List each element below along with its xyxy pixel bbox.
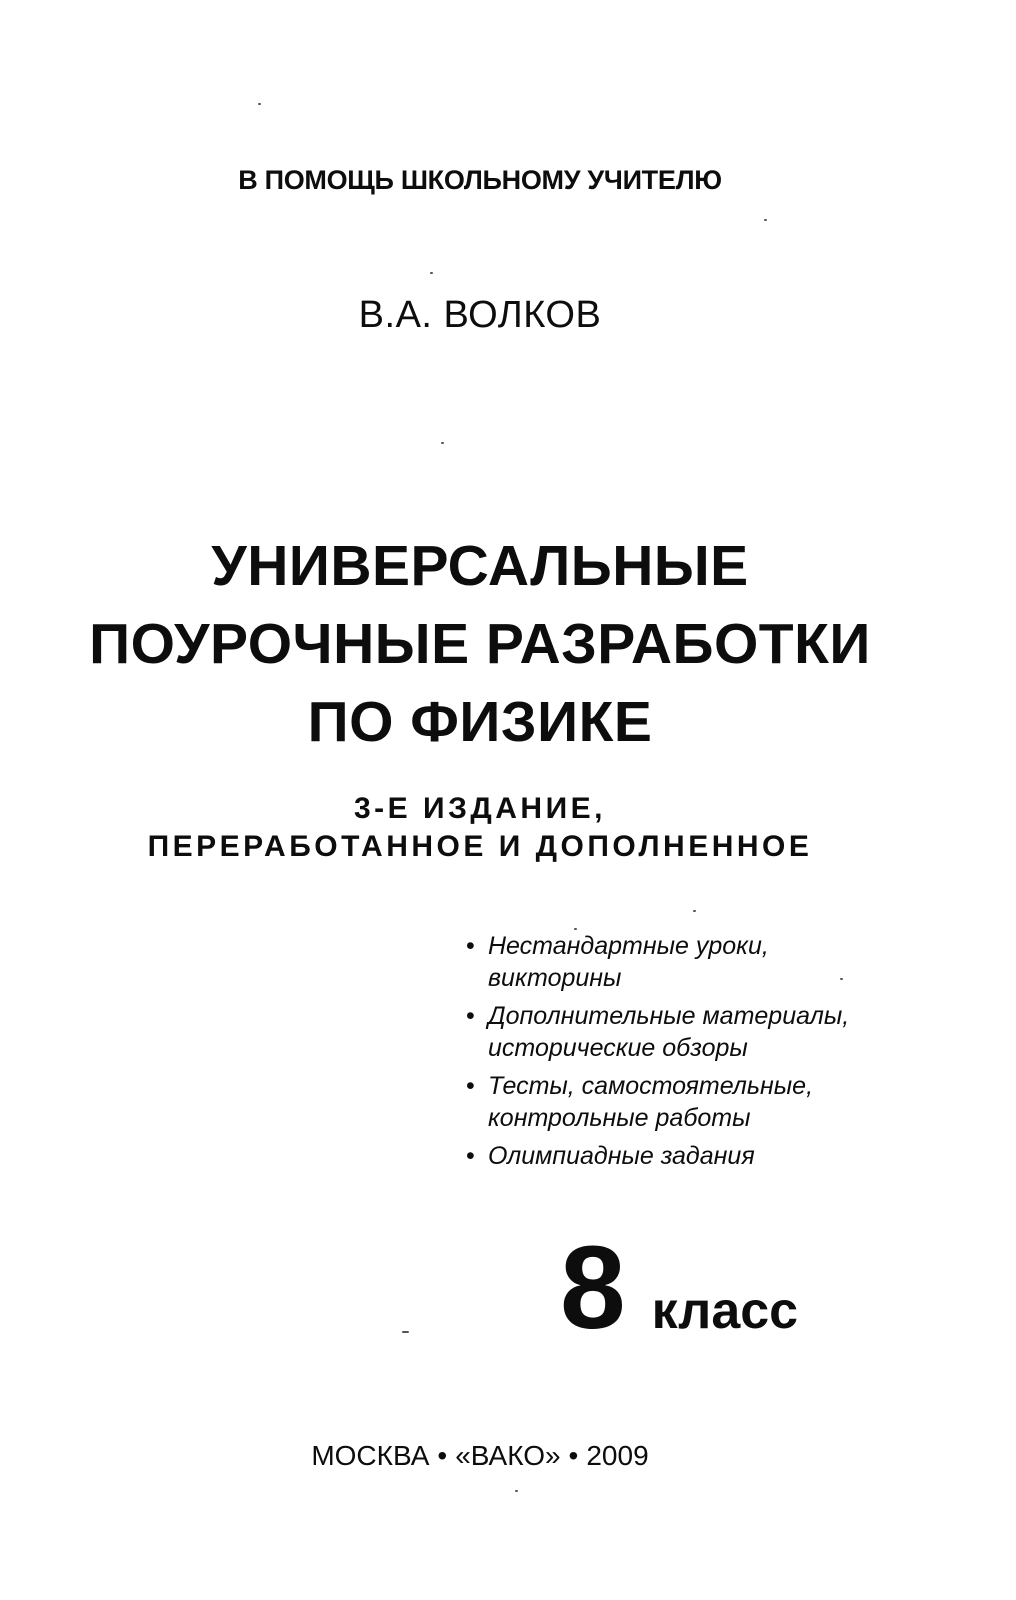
edition-note xyxy=(0,790,960,866)
scan-speck xyxy=(840,978,843,980)
scan-speck xyxy=(430,272,433,274)
feature-line: Тесты, самостоятельные, xyxy=(488,1072,814,1100)
edition-line: ПЕРЕРАБОТАННОЕ И ДОПОЛНЕННОЕ xyxy=(147,830,813,863)
scan-speck xyxy=(515,1490,518,1492)
feature-item xyxy=(466,1140,906,1172)
book-title-line: ПОУРОЧНЫЕ РАЗРАБОТКИ xyxy=(89,612,871,676)
features-list xyxy=(466,930,906,1178)
bullet-icon: • xyxy=(466,1142,475,1170)
feature-line: Нестандартные уроки, xyxy=(488,932,769,960)
grade-word: класс xyxy=(651,1282,799,1340)
book-title-line: ПО ФИЗИКЕ xyxy=(307,690,653,754)
imprint-city: МОСКВА xyxy=(311,1440,430,1471)
imprint-publisher: «ВАКО» xyxy=(455,1440,561,1471)
feature-line: Олимпиадные задания xyxy=(488,1142,755,1170)
feature-line: исторические обзоры xyxy=(488,1034,748,1062)
book-title-line: УНИВЕРСАЛЬНЫЕ xyxy=(211,534,749,598)
feature-line: викторины xyxy=(488,964,622,992)
book-title xyxy=(0,527,960,761)
feature-item xyxy=(466,1070,906,1134)
bullet-icon: • xyxy=(466,932,475,960)
feature-line: контрольные работы xyxy=(488,1104,751,1132)
scan-speck xyxy=(258,103,261,105)
feature-item xyxy=(466,1000,906,1064)
feature-line: Дополнительные материалы, xyxy=(488,1002,850,1030)
author-name: В.А. ВОЛКОВ xyxy=(358,294,602,336)
edition-line: 3-Е ИЗДАНИЕ, xyxy=(354,792,606,825)
scan-speck xyxy=(402,1331,409,1333)
imprint xyxy=(0,1440,960,1472)
grade-number: 8 xyxy=(560,1222,626,1354)
grade-label xyxy=(560,1222,799,1354)
scan-speck xyxy=(693,910,696,912)
bullet-icon: • xyxy=(466,1002,475,1030)
scan-speck xyxy=(574,928,577,930)
separator-dot: • xyxy=(568,1440,579,1471)
bullet-icon: • xyxy=(466,1072,475,1100)
scan-speck xyxy=(441,442,444,444)
series-title: В ПОМОЩЬ ШКОЛЬНОМУ УЧИТЕЛЮ xyxy=(238,165,722,195)
separator-dot: • xyxy=(437,1440,448,1471)
scan-speck xyxy=(764,219,767,221)
imprint-year: 2009 xyxy=(586,1440,649,1471)
feature-item xyxy=(466,930,906,994)
